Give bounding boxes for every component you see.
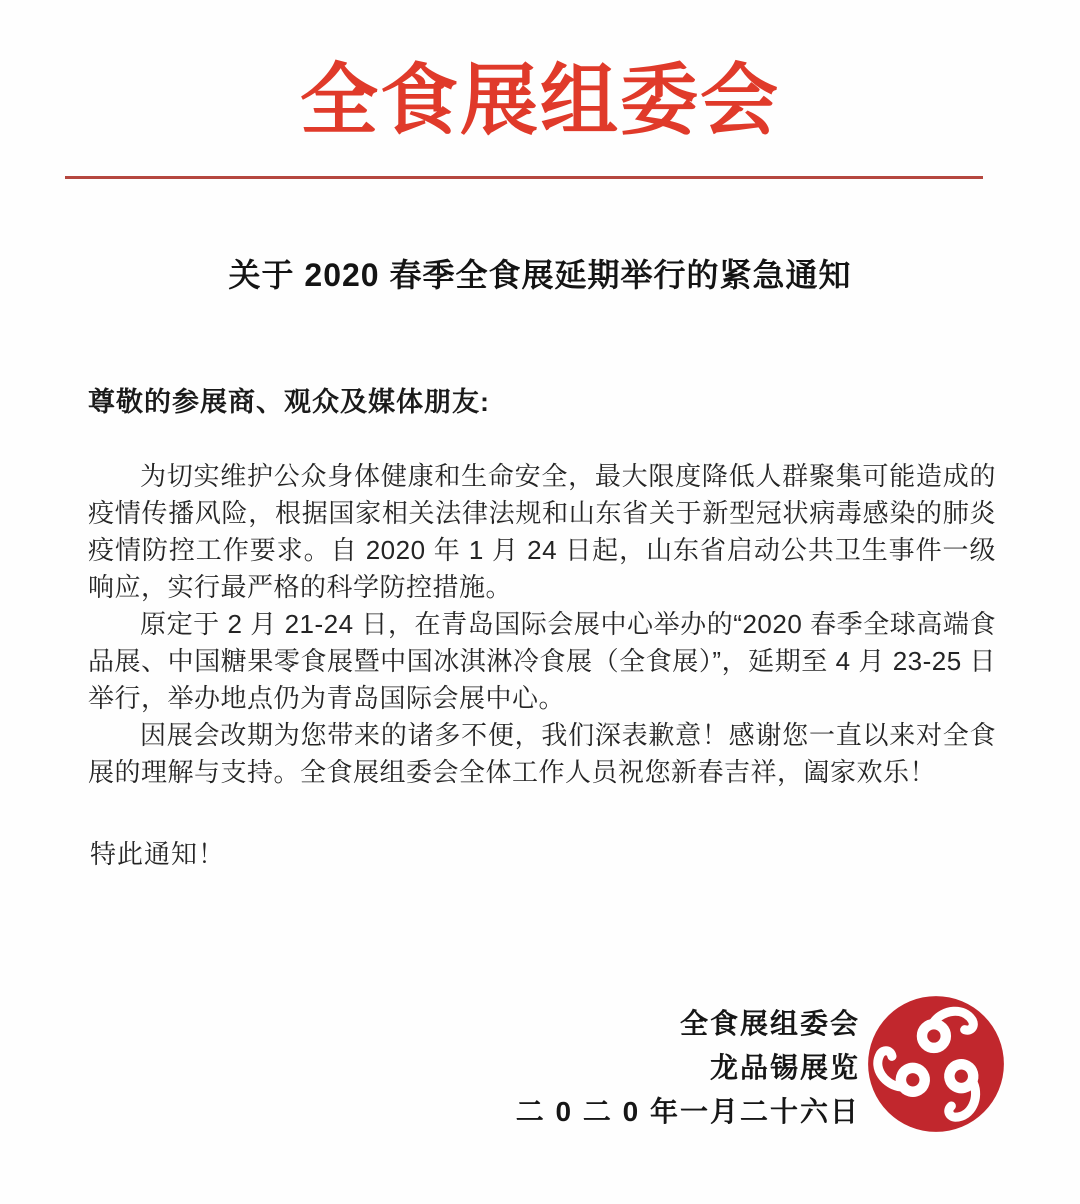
organizer-letterhead-title: 全食展组委会	[299, 56, 780, 144]
signature-block	[516, 1002, 860, 1134]
closing-statement: 特此通知！	[90, 839, 226, 869]
letterhead-divider-rule	[65, 176, 983, 179]
salutation-line: 尊敬的参展商、观众及媒体朋友:	[88, 387, 490, 417]
signature-company: 龙品锡展览	[709, 1052, 860, 1083]
body-paragraph-1: 为切实维护公众身体健康和生命安全，最大限度降低人群聚集可能造成的疫情传播风险，根据国家相关法律法规和山东省关于新型冠状病毒感染的肺炎疫情防控工作要求。自 2020 年 1 月 24 日起，山东省启动公共卫生事件一级响应，实行最严格的科学防控措施。	[88, 461, 996, 602]
notice-title: 关于 2020 春季全食展延期举行的紧急通知	[228, 257, 852, 293]
signature-date: 二 0 二 0 年一月二十六日	[515, 1096, 860, 1127]
body-paragraph-3: 因展会改期为您带来的诸多不便，我们深表歉意！感谢您一直以来对全食展的理解与支持。全食展组委会全体工作人员祝您新春吉祥，阖家欢乐！	[88, 720, 996, 787]
longpinxi-dragon-seal-icon	[866, 994, 1006, 1134]
notice-body	[88, 458, 996, 791]
signature-org: 全食展组委会	[679, 1008, 860, 1039]
body-paragraph-2: 原定于 2 月 21-24 日，在青岛国际会展中心举办的“2020 春季全球高端食品展、中国糖果零食展暨中国冰淇淋冷食展（全食展）”，延期至 4 月 23-25 日举行，举办地点仍为青岛国际会展中心。	[88, 609, 996, 713]
